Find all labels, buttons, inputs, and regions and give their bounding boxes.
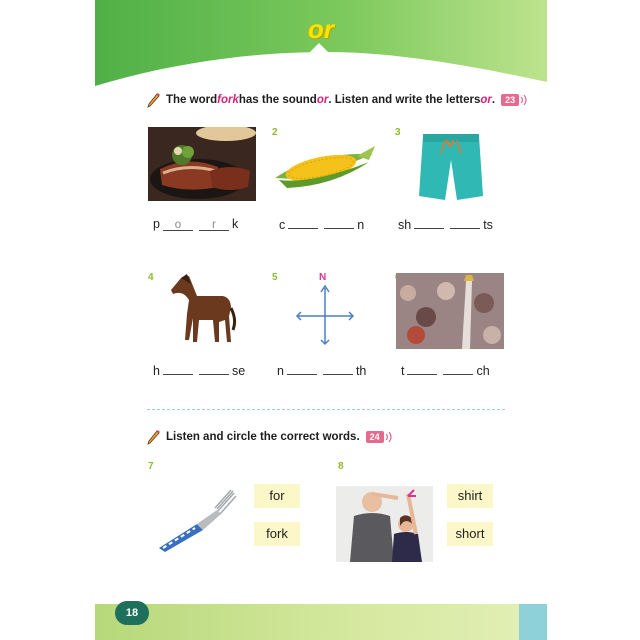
blank-1[interactable] bbox=[414, 217, 444, 229]
pork-steak-image bbox=[148, 127, 256, 201]
instruction-2 bbox=[147, 429, 394, 445]
short-person-picture bbox=[336, 486, 433, 562]
corn-picture bbox=[273, 140, 377, 192]
fork-picture bbox=[157, 486, 239, 554]
page-title: or bbox=[308, 14, 334, 44]
word-prefix: p bbox=[153, 217, 160, 231]
header-banner bbox=[95, 0, 547, 90]
shorts-picture bbox=[417, 130, 485, 204]
word-prefix: sh bbox=[398, 218, 412, 232]
choice-for[interactable]: for bbox=[254, 484, 300, 508]
word-torch bbox=[401, 363, 490, 378]
word-shorts bbox=[398, 217, 493, 232]
blank-2[interactable] bbox=[324, 217, 354, 229]
corn-image bbox=[273, 140, 377, 192]
blank-2[interactable] bbox=[323, 363, 353, 375]
item-number: 7 bbox=[148, 461, 154, 472]
word-suffix: se bbox=[231, 364, 246, 378]
instruction-1 bbox=[147, 92, 529, 108]
audio-track-24[interactable] bbox=[366, 431, 394, 443]
word-suffix: k bbox=[231, 217, 239, 231]
word-suffix: ch bbox=[476, 364, 490, 378]
audio-track-23[interactable] bbox=[501, 94, 529, 106]
instruction-highlight-fork: fork bbox=[217, 94, 239, 106]
blank-1[interactable] bbox=[407, 363, 437, 375]
word-suffix: n bbox=[357, 218, 365, 232]
track-number: 24 bbox=[366, 431, 384, 443]
instruction-text-4: . bbox=[491, 94, 496, 106]
tall-and-short-people-image bbox=[336, 486, 433, 562]
item-number: 3 bbox=[395, 127, 401, 138]
blank-1[interactable] bbox=[288, 217, 318, 229]
compass-arrows-icon bbox=[293, 272, 357, 346]
word-horse bbox=[153, 363, 245, 378]
torch-image bbox=[396, 273, 504, 349]
pork-picture bbox=[148, 127, 256, 201]
blank-2[interactable]: r bbox=[199, 219, 229, 231]
choice-short[interactable]: short bbox=[447, 522, 493, 546]
word-suffix: ts bbox=[483, 218, 493, 232]
choice-shirt[interactable]: shirt bbox=[447, 484, 493, 508]
sound-waves-icon bbox=[384, 431, 394, 443]
horse-image bbox=[167, 272, 237, 346]
page-number: 18 bbox=[115, 601, 149, 625]
instruction-text-3: . Listen and write the letters bbox=[328, 94, 481, 106]
section-divider bbox=[147, 409, 505, 410]
workbook-page bbox=[95, 0, 547, 640]
word-suffix: th bbox=[355, 364, 367, 378]
instruction-highlight-or: or bbox=[316, 94, 329, 106]
blank-2[interactable] bbox=[450, 217, 480, 229]
item-number: 4 bbox=[148, 272, 154, 283]
pencil-icon bbox=[147, 429, 161, 445]
compass-north-label: N bbox=[319, 272, 327, 283]
footer-edge bbox=[519, 604, 547, 640]
footer-band bbox=[95, 604, 547, 640]
word-prefix: t bbox=[401, 364, 405, 378]
word-pork bbox=[153, 217, 238, 231]
word-prefix: n bbox=[277, 364, 284, 378]
item-number: 8 bbox=[338, 461, 344, 472]
sound-waves-icon bbox=[519, 94, 529, 106]
blank-2[interactable] bbox=[443, 363, 473, 375]
blank-2[interactable] bbox=[199, 363, 229, 375]
shorts-image bbox=[417, 130, 485, 204]
blank-1[interactable] bbox=[163, 363, 193, 375]
word-prefix: h bbox=[153, 364, 160, 378]
item-number: 5 bbox=[272, 272, 278, 283]
fork-image bbox=[157, 486, 239, 554]
instruction-text-1: The word bbox=[166, 94, 218, 106]
choice-fork[interactable]: fork bbox=[254, 522, 300, 546]
instruction-text-2: has the sound bbox=[238, 94, 317, 106]
instruction-highlight-or-2: or bbox=[480, 94, 492, 106]
word-north bbox=[277, 363, 366, 378]
compass-picture bbox=[293, 272, 357, 346]
blank-1[interactable] bbox=[287, 363, 317, 375]
torch-picture bbox=[396, 273, 504, 349]
blank-1[interactable]: o bbox=[163, 219, 193, 231]
word-prefix: c bbox=[279, 218, 286, 232]
word-corn bbox=[279, 217, 364, 232]
instruction-text: Listen and circle the correct words. bbox=[166, 431, 360, 443]
horse-picture bbox=[167, 272, 237, 346]
pencil-icon bbox=[147, 92, 161, 108]
item-number: 2 bbox=[272, 127, 278, 138]
track-number: 23 bbox=[501, 94, 519, 106]
